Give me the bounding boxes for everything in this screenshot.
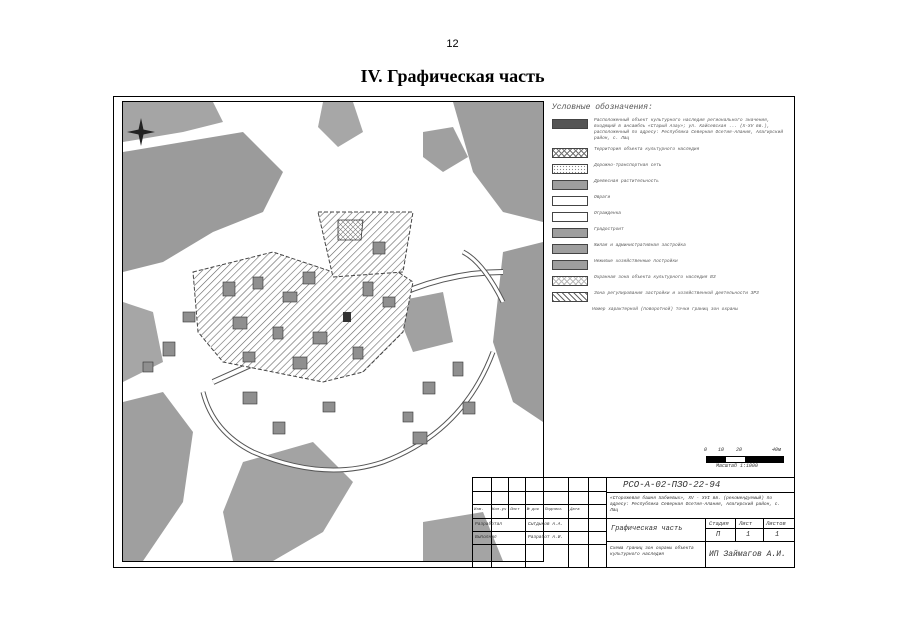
- organization: ИП Займагов А.И.: [709, 550, 786, 559]
- legend-items: [552, 118, 792, 317]
- legend-item: [552, 291, 792, 302]
- name-developer: Сытдыков А.А.: [528, 522, 564, 527]
- legend-title: Условные обозначения:: [552, 103, 653, 112]
- legend-item: [552, 195, 792, 206]
- scale-tick-20: 20: [736, 447, 743, 453]
- legend-label: Жилая и административная застройка: [594, 243, 686, 248]
- legend-swatch: [552, 119, 588, 129]
- col-header-signature: Подпись: [545, 508, 562, 512]
- legend-label: Расположенный объект культурного наследия регионального значения, входящий в ансамбль «Старый Азау»; ул. Кайсевская ... (Х-ХV вв.), расположенный по адресу: Республика Северная Осетия-Алания, Алагирский район, с. Лац: [594, 118, 784, 141]
- page-number: 12: [446, 38, 459, 50]
- legend-item: [552, 243, 792, 254]
- legend-item: [552, 259, 792, 270]
- doc-code: РСО-А-02-ПЗО-22-94: [623, 480, 721, 490]
- legend-item: [552, 227, 792, 238]
- col-header-sheet: Лист: [510, 508, 520, 512]
- scale-bar: [706, 456, 784, 463]
- scale-label: Масштаб 1:1000: [716, 463, 759, 469]
- legend-swatch: [552, 244, 588, 254]
- col-header-rev: Изм.: [474, 508, 484, 512]
- legend-swatch: [552, 164, 588, 174]
- sheets-value: 1: [775, 531, 780, 539]
- legend-swatch: [552, 228, 588, 238]
- role-developer: Разработал: [475, 522, 503, 527]
- title-block: [472, 477, 794, 567]
- scale-tick-10: 10: [718, 447, 725, 453]
- role-executor: Выполнил: [475, 535, 497, 540]
- legend-label: Номер характерной (поворотной) точки границ зон охраны: [592, 307, 738, 312]
- stage-value: П: [716, 531, 721, 539]
- legend-label: Огражденка: [594, 211, 622, 216]
- legend-item: [552, 275, 792, 286]
- scale-bar-block: [702, 447, 788, 475]
- scale-tick-0: 0: [704, 447, 708, 453]
- legend-label: Дорожно-транспортная сеть: [594, 163, 662, 168]
- legend-swatch: [552, 212, 588, 222]
- legend-swatch: [552, 292, 588, 302]
- col-header-docnum: № док: [527, 508, 540, 512]
- legend-label: Территория объекта культурного наследия: [594, 147, 700, 152]
- legend-item: [552, 307, 792, 317]
- legend-label: Зона регулирования застройки и хозяйственной деятельности ЗРЗ: [594, 291, 759, 296]
- legend-item: [552, 211, 792, 222]
- legend-swatch: [552, 276, 588, 286]
- section-title: IV. Графическая часть: [360, 66, 545, 86]
- scale-tick-40: 40м: [772, 447, 782, 453]
- legend-swatch: [552, 196, 588, 206]
- legend-item: [552, 118, 792, 142]
- legend-label: Древесная растительность: [594, 179, 659, 184]
- legend-item: [552, 147, 792, 158]
- sheet-value: 1: [746, 531, 751, 539]
- sheet-title: Графическая часть: [611, 525, 683, 533]
- legend-label: Градостроит: [594, 227, 624, 232]
- name-executor: Разработ А.И.: [528, 535, 564, 540]
- drawing-sheet: [113, 96, 795, 568]
- legend-label: Охранная зона объекта культурного наследия ВЗ: [594, 275, 716, 280]
- legend-item: [552, 179, 792, 190]
- legend-item: [552, 163, 792, 174]
- sheets-header: Листов: [766, 520, 786, 527]
- drawing-name: Схема границ зон охраны объекта культурного наследия: [610, 546, 694, 557]
- stage-header: Стадия: [709, 520, 729, 527]
- col-header-date: Дата: [570, 508, 580, 512]
- legend-swatch: [552, 308, 586, 316]
- legend-swatch: [552, 180, 588, 190]
- legend-swatch: [552, 260, 588, 270]
- sheet-header: Лист: [739, 520, 753, 527]
- col-header-qty: Кол.уч: [492, 508, 507, 512]
- map-legend: [552, 103, 792, 403]
- legend-label: Нежилые хозяйственные постройки: [594, 259, 678, 264]
- legend-label: Овраги: [594, 195, 611, 200]
- object-name: «Сторожевая башня Хабиевых», ХV - ХVI вв. (рекомендуемый) по адресу: Республика Северная Осетия-Алания, Алагирский район, с. Лац: [610, 496, 781, 513]
- legend-swatch: [552, 148, 588, 158]
